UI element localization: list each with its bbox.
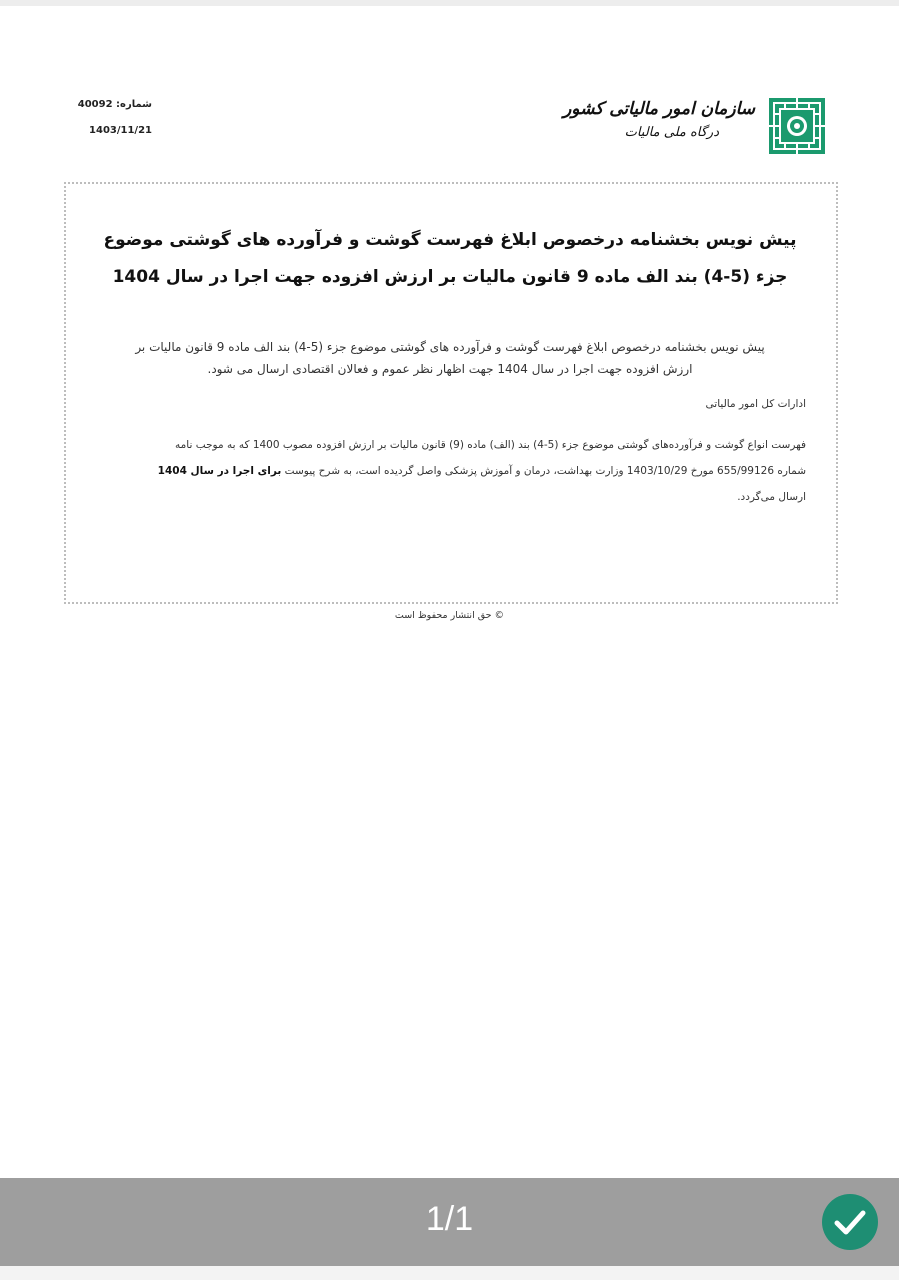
document-title-line-1: پیش نویس بخشنامه درخصوص ابلاغ فهرست گوشت و فرآورده های گوشتی موضوع — [103, 230, 797, 250]
organization-title: سازمان امور مالیاتی کشور — [563, 99, 755, 119]
letter-date: 1403/11/21 — [89, 125, 152, 136]
letter-number-value: 40092 — [77, 99, 113, 110]
document-body-line-2-emphasis: برای اجرا در سال 1404 — [157, 465, 282, 477]
copyright-notice: © حق انتشار محفوظ است — [394, 610, 505, 621]
document-body-line-2-text: شماره 655/99126 مورخ 1403/10/29 وزارت بهداشت، درمان و آموزش پزشکی واصل گردیده است، به شرح پیوست — [284, 465, 806, 477]
organization-logo — [563, 94, 829, 164]
organization-subtitle: درگاه ملی مالیات — [624, 125, 719, 140]
document-body-line-3: ارسال می‌گردد. — [737, 491, 806, 503]
document-summary-line-1: پیش نویس بخشنامه درخصوص ابلاغ فهرست گوشت و فرآورده های گوشتی موضوع جزء (5-4) بند الف ماده 9 قانون مالیات بر — [135, 340, 765, 354]
document-summary-line-2: ارزش افزوده جهت اجرا در سال 1404 جهت اظهار نظر عموم و فعالان اقتصادی ارسال می شود. — [207, 362, 693, 376]
bottom-strip — [0, 1266, 899, 1280]
document-body-line-2 — [94, 458, 806, 484]
document-recipient: ادارات کل امور مالیاتی — [705, 398, 806, 410]
document-title — [94, 222, 806, 296]
checkmark-icon — [822, 1194, 878, 1250]
letter-meta — [62, 92, 152, 144]
letter-number-label: شماره: — [116, 99, 152, 110]
document-page — [0, 6, 899, 1178]
pager-bar — [0, 1178, 899, 1266]
document-title-line-2: جزء (5-4) بند الف ماده 9 قانون مالیات بر ارزش افزوده جهت اجرا در سال 1404 — [112, 267, 788, 287]
document-body — [94, 432, 806, 510]
content-frame — [64, 182, 838, 604]
confirm-button[interactable] — [822, 1194, 878, 1250]
letter-number — [62, 92, 152, 118]
organization-name — [563, 96, 755, 144]
document-content — [94, 184, 806, 510]
document-summary — [94, 336, 806, 380]
page-indicator: 1/1 — [425, 1200, 474, 1238]
document-body-line-1: فهرست انواع گوشت و فرآورده‌های گوشتی موضوع جزء (5-4) بند (الف) ماده (9) قانون مالیات بر ارزش افزوده مصوب 1400 که به موجب نامه — [175, 439, 806, 451]
tax-organization-emblem-icon — [765, 94, 829, 158]
